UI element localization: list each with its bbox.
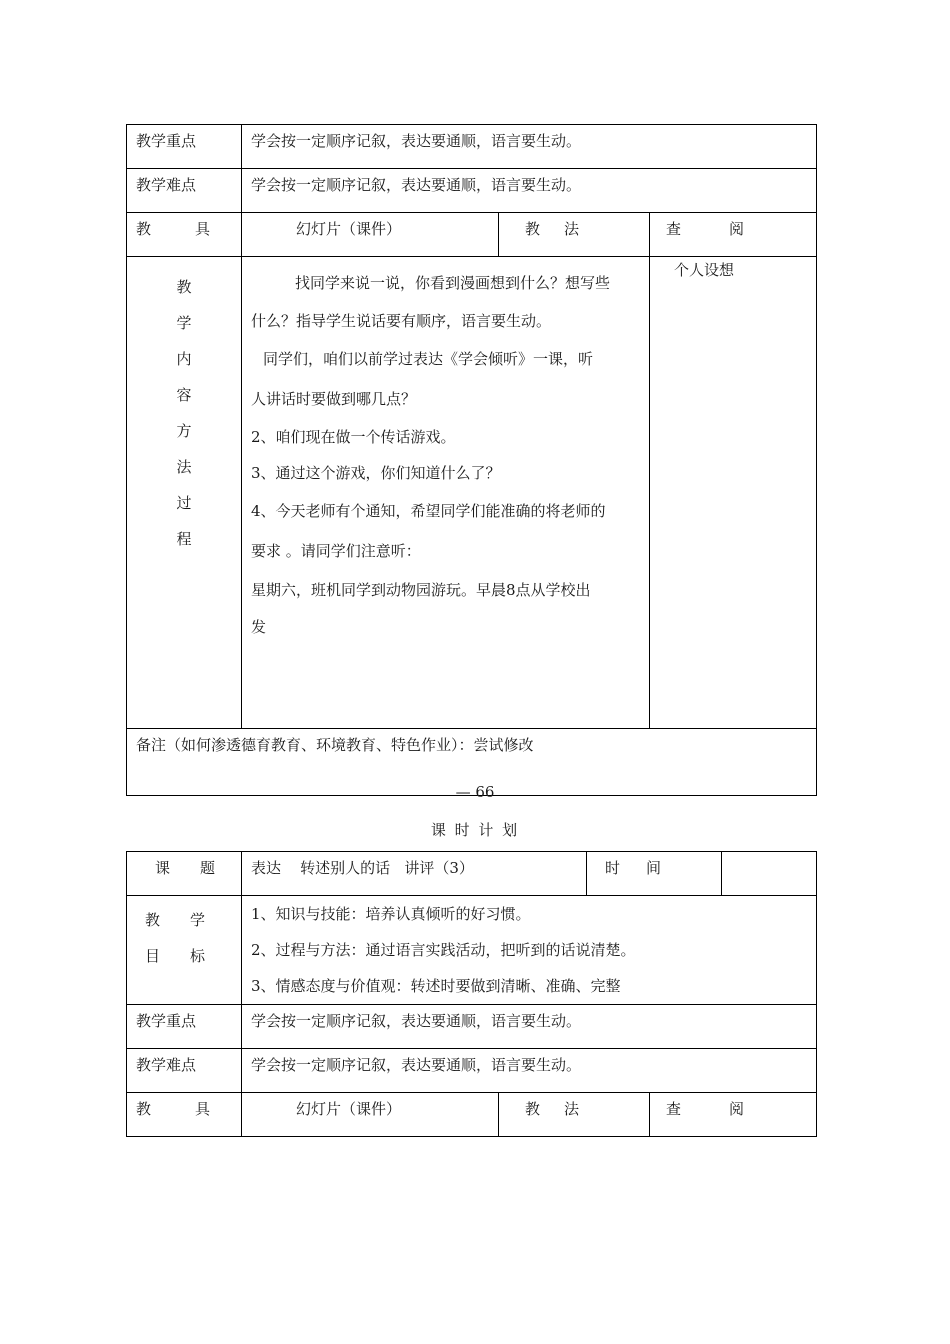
process-label-char: 学	[176, 314, 192, 332]
goals-label-char: 教	[145, 911, 161, 929]
goals-label-char: 目	[145, 947, 161, 965]
time-label-char: 间	[646, 859, 662, 877]
method-label-char: 法	[564, 1100, 580, 1118]
goal-item: 2、过程与方法：通过语言实践活动，把听到的话说清楚。	[251, 941, 636, 959]
process-line: 同学们，咱们以前学过表达《学会倾听》一课，听	[263, 350, 594, 368]
process-line: 星期六，班机同学到动物园游玩。早晨8点从学校出	[251, 581, 591, 599]
process-label	[127, 257, 242, 729]
process-row	[127, 257, 817, 729]
difficulty-row	[127, 1049, 817, 1093]
difficulty-value: 学会按一定顺序记叙，表达要通顺，语言要生动。	[242, 169, 817, 213]
tools-label	[127, 213, 242, 257]
process-line: 2、咱们现在做一个传话游戏。	[251, 428, 456, 446]
time-label-char: 时	[605, 859, 621, 877]
upper-lesson-table	[126, 124, 817, 796]
process-line: 什么？指导学生说话要有顺序，语言要生动。	[251, 312, 552, 330]
process-line: 4、今天老师有个通知，希望同学们能准确的将老师的	[251, 502, 606, 520]
goals-label	[127, 896, 242, 1005]
difficulty-label: 教学难点	[127, 169, 242, 213]
goals-row	[127, 896, 817, 1005]
key-point-row	[127, 125, 817, 169]
method-label	[499, 213, 650, 257]
tools-value: 幻灯片（课件）	[242, 1093, 499, 1137]
key-point-row	[127, 1005, 817, 1049]
process-label-char: 过	[176, 494, 192, 512]
difficulty-label: 教学难点	[127, 1049, 242, 1093]
tools-label-char: 教	[136, 1100, 152, 1118]
key-point-value: 学会按一定顺序记叙，表达要通顺，语言要生动。	[242, 1005, 817, 1049]
tools-label-char: 教	[136, 220, 152, 238]
topic-row	[127, 852, 817, 896]
tools-label-char: 具	[195, 1100, 211, 1118]
goals-label-char: 标	[190, 947, 206, 965]
goal-item: 1、知识与技能：培养认真倾听的好习惯。	[251, 905, 531, 923]
time-value	[722, 852, 817, 896]
difficulty-value: 学会按一定顺序记叙，表达要通顺，语言要生动。	[242, 1049, 817, 1093]
lower-lesson-table	[126, 851, 817, 1137]
key-point-label: 教学重点	[127, 1005, 242, 1049]
tools-label	[127, 1093, 242, 1137]
method-label-char: 教	[525, 220, 541, 238]
process-line: 要求 。请同学们注意听：	[251, 542, 421, 560]
process-label-char: 程	[176, 530, 192, 548]
review-label	[650, 1093, 817, 1137]
tools-row	[127, 1093, 817, 1137]
topic-label	[127, 852, 242, 896]
time-label	[587, 852, 722, 896]
topic-label-char: 题	[200, 859, 216, 877]
goal-item: 3、情感态度与价值观：转述时要做到清晰、准确、完整	[251, 977, 621, 995]
process-label-char: 容	[176, 386, 192, 404]
tools-row	[127, 213, 817, 257]
process-line: 人讲话时要做到哪几点？	[251, 390, 417, 408]
topic-label-char: 课	[155, 859, 171, 877]
process-label-char: 教	[176, 278, 192, 296]
goals-content	[242, 896, 817, 1005]
process-content	[242, 257, 650, 729]
remarks-cell: 备注（如何渗透德育教育、环境教育、特色作业）：尝试修改	[127, 729, 817, 796]
key-point-value: 学会按一定顺序记叙，表达要通顺，语言要生动。	[242, 125, 817, 169]
review-label-char: 阅	[729, 1100, 745, 1118]
goals-label-char: 学	[190, 911, 206, 929]
review-label-char: 查	[666, 220, 682, 238]
review-label-char: 阅	[729, 220, 745, 238]
method-label-char: 法	[564, 220, 580, 238]
method-label-char: 教	[525, 1100, 541, 1118]
review-label	[650, 213, 817, 257]
section-title: 课 时 计 划	[430, 821, 520, 839]
difficulty-row	[127, 169, 817, 213]
tools-value: 幻灯片（课件）	[242, 213, 499, 257]
process-label-char: 法	[176, 458, 192, 476]
process-line: 发	[251, 618, 267, 636]
process-line: 3、通过这个游戏，你们知道什么了？	[251, 464, 501, 482]
tools-label-char: 具	[195, 220, 211, 238]
process-line: 找同学来说一说，你看到漫画想到什么？想写些	[295, 274, 611, 292]
topic-value: 表达 转述别人的话 讲评（3）	[242, 852, 587, 896]
page-number: — 66	[455, 783, 495, 801]
method-label	[499, 1093, 650, 1137]
review-label-char: 查	[666, 1100, 682, 1118]
process-label-char: 内	[176, 350, 192, 368]
key-point-label: 教学重点	[127, 125, 242, 169]
process-label-char: 方	[176, 422, 192, 440]
personal-idea-cell: 个人设想	[650, 257, 817, 729]
